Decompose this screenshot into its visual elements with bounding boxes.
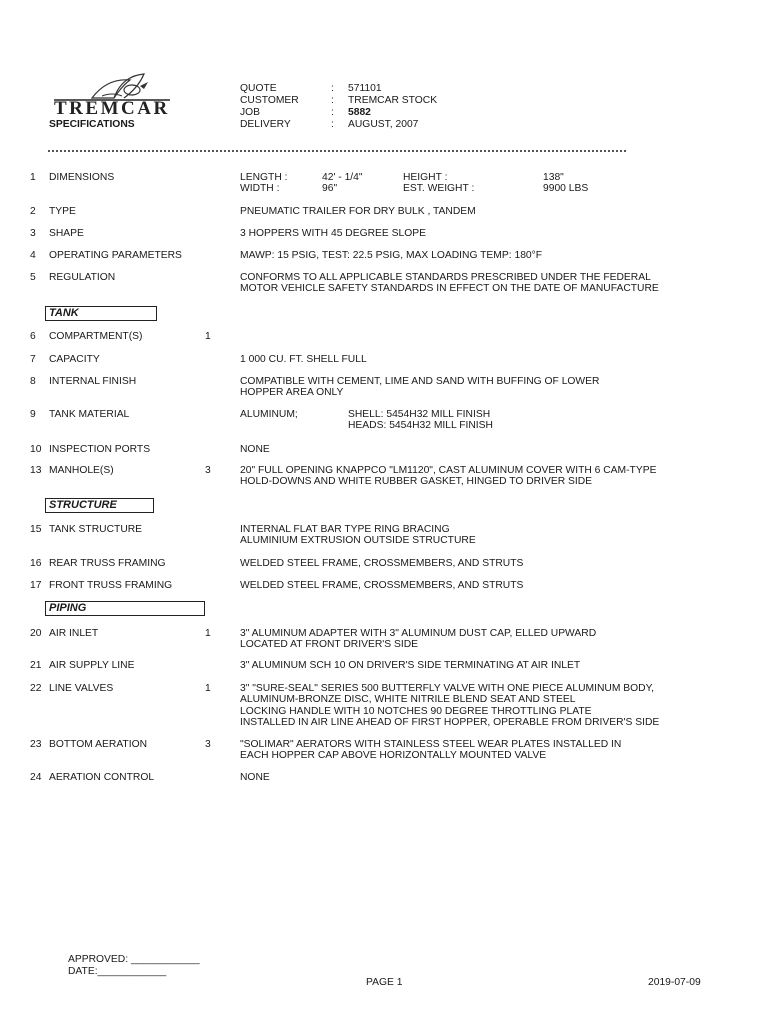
item-description-line: HOLD-DOWNS AND WHITE RUBBER GASKET, HINGED TO DRIVER SIDE <box>240 476 593 488</box>
item-number: 6 <box>30 331 36 342</box>
item-number: 9 <box>30 409 36 420</box>
item-description-line: 3" ALUMINUM SCH 10 ON DRIVER'S SIDE TERMINATING AT AIR INLET <box>240 660 581 671</box>
tremcar-logo <box>52 70 174 119</box>
page-title: SPECIFICATIONS <box>49 119 135 130</box>
print-date: 2019-07-09 <box>648 977 701 988</box>
item-label: MANHOLE(S) <box>49 465 114 476</box>
item-description-line: 3" ALUMINUM ADAPTER WITH 3" ALUMINUM DUST CAP, ELLED UPWARD <box>240 628 597 639</box>
item-number: 5 <box>30 272 36 283</box>
item-description-line: INSTALLED IN AIR LINE AHEAD OF FIRST HOPPER, OPERABLE FROM DRIVER'S SIDE <box>240 717 660 729</box>
item-label: AIR INLET <box>49 628 99 639</box>
width-value: 96" <box>322 183 338 194</box>
item-number: 22 <box>30 683 42 694</box>
item-description-line: ALUMINUM-BRONZE DISC, WHITE NITRILE BLEND SEAT AND STEEL <box>240 694 576 706</box>
item-description-line: MAWP: 15 PSIG, TEST: 22.5 PSIG, MAX LOADING TEMP: 180°F <box>240 250 543 261</box>
header-field-separator: : <box>331 119 334 130</box>
item-number: 4 <box>30 250 36 261</box>
item-description-line: EACH HOPPER CAP ABOVE HORIZONTALLY MOUNTED VALVE <box>240 750 547 762</box>
item-number: 2 <box>30 206 36 217</box>
section-heading-tank: TANK <box>45 306 157 321</box>
item-description-line: LOCKING HANDLE WITH 10 NOTCHES 90 DEGREE THROTTLING PLATE <box>240 705 592 717</box>
item-description-line: COMPATIBLE WITH CEMENT, LIME AND SAND WITH BUFFING OF LOWER <box>240 376 600 387</box>
item-label: DIMENSIONS <box>49 172 115 183</box>
item-quantity: 3 <box>205 465 211 476</box>
item-label: REGULATION <box>49 272 116 283</box>
shell-material: SHELL: 5454H32 MILL FINISH <box>348 409 491 420</box>
item-description-line: 1 000 CU. FT. SHELL FULL <box>240 354 367 365</box>
header-field-separator: : <box>331 83 334 94</box>
header-field-label: QUOTE <box>240 83 277 94</box>
header-field-value: 5882 <box>348 107 371 118</box>
item-label: BOTTOM AERATION <box>49 739 148 750</box>
header-field-value: 571101 <box>348 83 382 94</box>
weight-label: EST. WEIGHT : <box>403 183 475 194</box>
item-description-line: 3 HOPPERS WITH 45 DEGREE SLOPE <box>240 228 426 239</box>
section-heading-structure: STRUCTURE <box>45 498 154 513</box>
item-description-line: LOCATED AT FRONT DRIVER'S SIDE <box>240 639 418 651</box>
item-description-line: WELDED STEEL FRAME, CROSSMEMBERS, AND STRUTS <box>240 558 524 569</box>
item-number: 23 <box>30 739 42 750</box>
item-number: 24 <box>30 772 42 783</box>
item-description-line: 20" FULL OPENING KNAPPCO "LM1120", CAST ALUMINUM COVER WITH 6 CAM-TYPE <box>240 465 657 476</box>
length-value: 42' - 1/4" <box>322 172 363 183</box>
header-field-separator: : <box>331 107 334 118</box>
header-field-label: JOB <box>240 107 261 118</box>
heads-material: HEADS: 5454H32 MILL FINISH <box>348 420 493 431</box>
header-field-label: DELIVERY <box>240 119 291 130</box>
item-description-line: INTERNAL FLAT BAR TYPE RING BRACING <box>240 524 450 535</box>
item-number: 7 <box>30 354 36 365</box>
item-label: CAPACITY <box>49 354 100 365</box>
length-label: LENGTH : <box>240 172 288 183</box>
item-label: OPERATING PARAMETERS <box>49 250 182 261</box>
item-number: 3 <box>30 228 36 239</box>
item-description-line: CONFORMS TO ALL APPLICABLE STANDARDS PRESCRIBED UNDER THE FEDERAL <box>240 272 651 283</box>
separator-line <box>48 150 626 152</box>
item-description-line: HOPPER AREA ONLY <box>240 387 344 399</box>
item-number: 10 <box>30 444 42 455</box>
weight-value: 9900 LBS <box>543 183 589 194</box>
item-description-line: PNEUMATIC TRAILER FOR DRY BULK , TANDEM <box>240 206 476 217</box>
item-label: COMPARTMENT(S) <box>49 331 143 342</box>
logo-text: TREMCAR <box>54 98 170 119</box>
date-line: DATE:____________ <box>68 966 167 977</box>
item-label: LINE VALVES <box>49 683 114 694</box>
item-description-line: WELDED STEEL FRAME, CROSSMEMBERS, AND STRUTS <box>240 580 524 591</box>
item-description-line: "SOLIMAR" AERATORS WITH STAINLESS STEEL WEAR PLATES INSTALLED IN <box>240 739 622 750</box>
item-description-line: 3" "SURE-SEAL" SERIES 500 BUTTERFLY VALVE WITH ONE PIECE ALUMINUM BODY, <box>240 683 654 694</box>
item-label: INTERNAL FINISH <box>49 376 137 387</box>
item-number: 20 <box>30 628 42 639</box>
item-number: 16 <box>30 558 42 569</box>
item-quantity: 1 <box>205 331 211 342</box>
item-label: TANK MATERIAL <box>49 409 130 420</box>
item-quantity: 1 <box>205 628 211 639</box>
item-label: TANK STRUCTURE <box>49 524 143 535</box>
header-field-value: AUGUST, 2007 <box>348 119 419 130</box>
height-value: 138" <box>543 172 564 183</box>
item-label: FRONT TRUSS FRAMING <box>49 580 173 591</box>
item-description-line: NONE <box>240 772 270 783</box>
item-number: 13 <box>30 465 42 476</box>
header-field-label: CUSTOMER <box>240 95 299 106</box>
item-label: INSPECTION PORTS <box>49 444 151 455</box>
item-number: 15 <box>30 524 42 535</box>
height-label: HEIGHT : <box>403 172 448 183</box>
approved-line: APPROVED: ____________ <box>68 954 200 965</box>
item-label: REAR TRUSS FRAMING <box>49 558 166 569</box>
item-number: 1 <box>30 172 36 183</box>
item-number: 21 <box>30 660 42 671</box>
item-description-line: NONE <box>240 444 270 455</box>
item-description-line: ALUMINIUM EXTRUSION OUTSIDE STRUCTURE <box>240 535 476 547</box>
item-quantity: 1 <box>205 683 211 694</box>
header-field-separator: : <box>331 95 334 106</box>
item-number: 17 <box>30 580 42 591</box>
item-description-line: MOTOR VEHICLE SAFETY STANDARDS IN EFFECT ON THE DATE OF MANUFACTURE <box>240 283 659 295</box>
item-number: 8 <box>30 376 36 387</box>
section-heading-piping: PIPING <box>45 601 205 616</box>
page-number: PAGE 1 <box>366 977 403 988</box>
item-label: AIR SUPPLY LINE <box>49 660 135 671</box>
item-quantity: 3 <box>205 739 211 750</box>
material-desc: ALUMINUM; <box>240 409 298 420</box>
item-label: TYPE <box>49 206 76 217</box>
item-label: SHAPE <box>49 228 84 239</box>
header-field-value: TREMCAR STOCK <box>348 95 438 106</box>
width-label: WIDTH : <box>240 183 280 194</box>
item-label: AERATION CONTROL <box>49 772 155 783</box>
